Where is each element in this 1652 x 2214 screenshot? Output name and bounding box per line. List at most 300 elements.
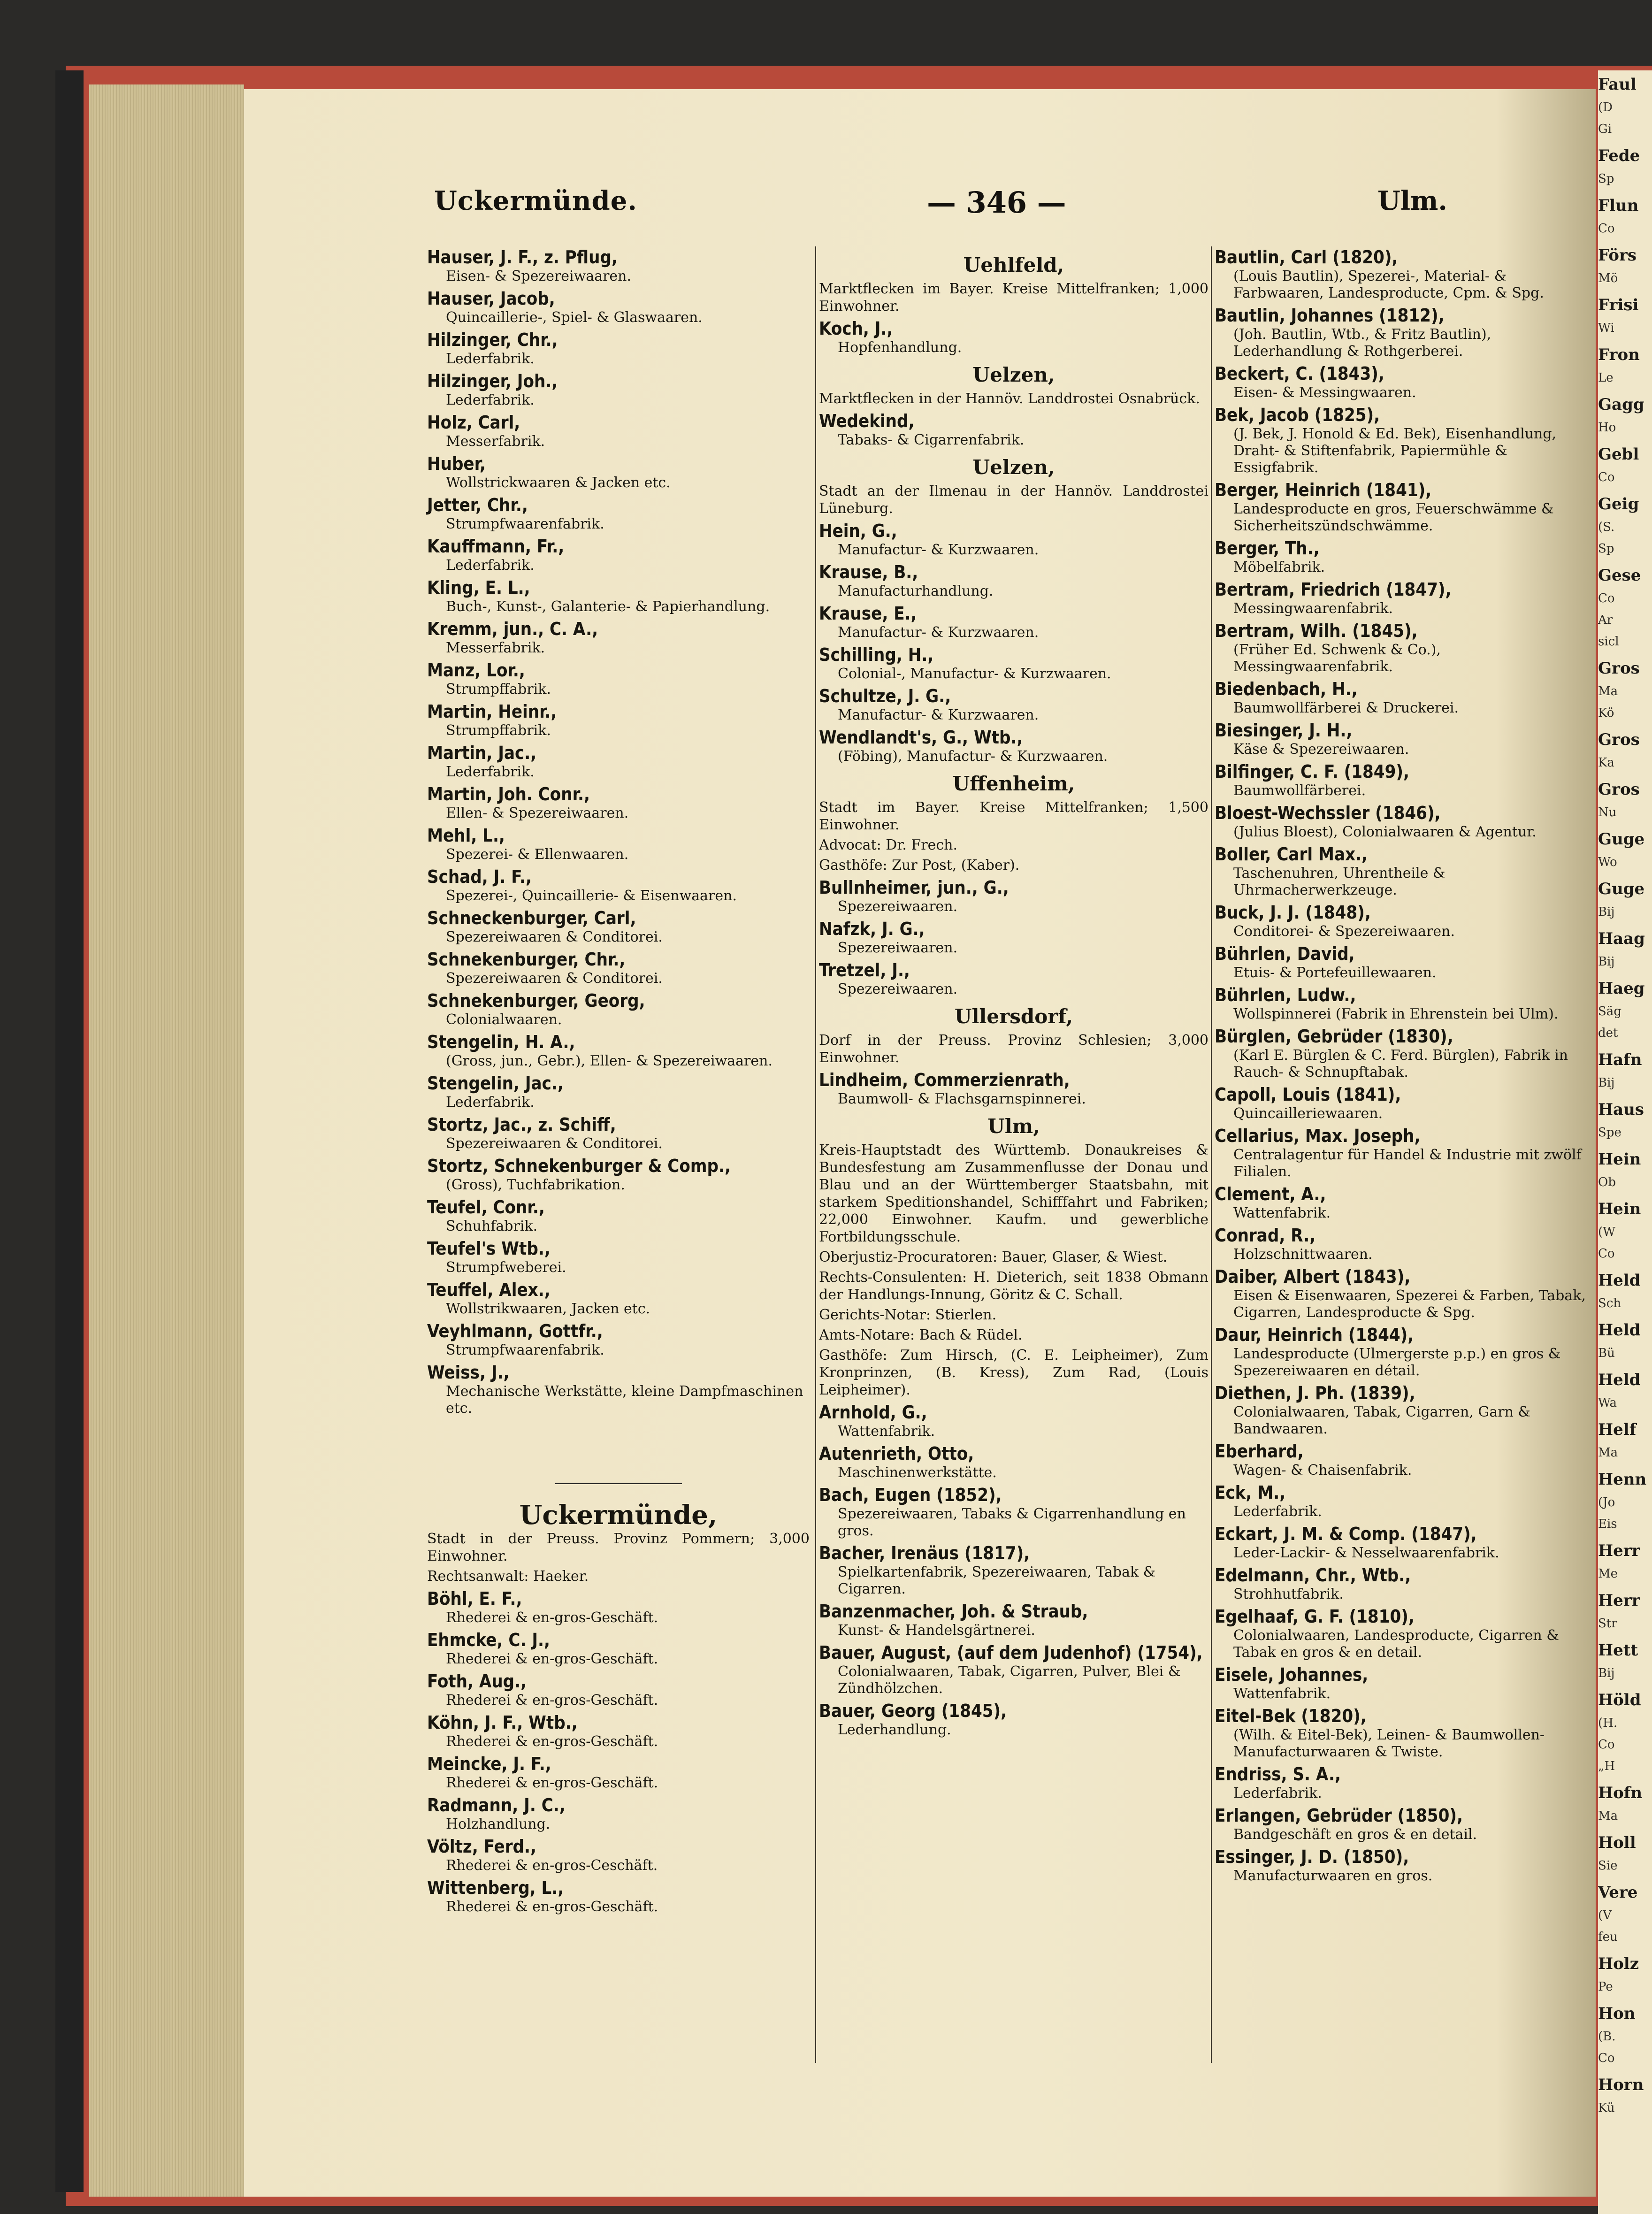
entry-name: Martin, Heinr., bbox=[427, 701, 557, 722]
directory-entry bbox=[819, 1443, 1208, 1481]
facing-page-fragment: (W bbox=[1598, 1225, 1615, 1239]
directory-list bbox=[427, 246, 810, 1417]
entry-name: Wedekind, bbox=[819, 411, 915, 431]
entry-name: Hilzinger, Joh., bbox=[427, 371, 558, 391]
directory-entry bbox=[1215, 1266, 1592, 1321]
entry-name: Buck, J. J. (1848), bbox=[1215, 902, 1371, 923]
running-header-left: Uckermünde. bbox=[434, 185, 637, 216]
section-intro: Stadt in der Preuss. Provinz Pommern; 3,000 Einwohner. bbox=[427, 1531, 810, 1564]
entry-description: Wollspinnerei (Fabrik in Ehrenstein bei Ulm). bbox=[1233, 1006, 1559, 1022]
directory-entry bbox=[1215, 363, 1592, 401]
directory-entry bbox=[427, 1670, 810, 1709]
entry-name: Schilling, H., bbox=[819, 644, 934, 665]
directory-entry bbox=[1215, 1125, 1592, 1180]
directory-entry bbox=[427, 1753, 810, 1792]
facing-page-fragment: Guge bbox=[1598, 830, 1645, 849]
directory-entry bbox=[427, 866, 810, 904]
entry-description: Rhederei & en-gros-Geschäft. bbox=[446, 1609, 658, 1626]
entry-description: Wollstrikwaaren, Jacken etc. bbox=[446, 1301, 650, 1317]
directory-entry bbox=[427, 329, 810, 368]
entry-description: Lederfabrik. bbox=[446, 392, 535, 408]
facing-page-fragment: Ar bbox=[1598, 613, 1613, 627]
entry-name: Jetter, Chr., bbox=[427, 495, 528, 515]
facing-page-text bbox=[1598, 70, 1652, 2117]
facing-page-fragment: Held bbox=[1598, 1271, 1641, 1290]
facing-page-fragment: Hein bbox=[1598, 1200, 1641, 1218]
directory-entry bbox=[427, 1114, 810, 1152]
entry-name: Bilfinger, C. F. (1849), bbox=[1215, 761, 1409, 782]
directory-list bbox=[427, 1588, 810, 1915]
facing-page-fragment: Helf bbox=[1598, 1420, 1637, 1439]
facing-page-fragment: Co bbox=[1598, 470, 1615, 484]
directory-entry bbox=[427, 990, 810, 1028]
facing-page-fragment: Hett bbox=[1598, 1641, 1638, 1660]
section-intro: Stadt im Bayer. Kreise Mittelfranken; 1,500 Einwohner. bbox=[819, 799, 1208, 833]
entry-description: Centralagentur für Handel & Industrie mit zwölf Filialen. bbox=[1233, 1147, 1582, 1180]
directory-entry bbox=[819, 1542, 1208, 1598]
section-heading: Uelzen, bbox=[972, 456, 1055, 479]
page-stack-edges bbox=[89, 84, 244, 2197]
facing-page-fragment: Str bbox=[1598, 1616, 1617, 1631]
section-note: Rechts-Consulenten: H. Dieterich, seit 1838 Obmann der Handlungs-Innung, Göritz & C. Schall. bbox=[819, 1269, 1208, 1303]
entry-description: Messingwaarenfabrik. bbox=[1233, 600, 1393, 617]
entry-name: Diethen, J. Ph. (1839), bbox=[1215, 1383, 1415, 1403]
entry-name: Hein, G., bbox=[819, 521, 897, 541]
entry-description: Spezerei-, Quincaillerie- & Eisenwaaren. bbox=[446, 888, 737, 904]
entry-description: (Wilh. & Eitel-Bek), Leinen- & Baumwollen-Manufacturwaaren & Twiste. bbox=[1233, 1727, 1545, 1760]
entry-name: Schneckenburger, Carl, bbox=[427, 908, 636, 928]
facing-page-fragment: Haag bbox=[1598, 929, 1645, 948]
entry-description: Ellen- & Spezereiwaaren. bbox=[446, 805, 629, 821]
facing-page-fragment: Förs bbox=[1598, 246, 1637, 265]
directory-entry bbox=[1215, 479, 1592, 535]
entry-name: Bürglen, Gebrüder (1830), bbox=[1215, 1026, 1453, 1047]
entry-name: Daiber, Albert (1843), bbox=[1215, 1266, 1411, 1287]
directory-entry bbox=[427, 701, 810, 739]
directory-entry bbox=[1215, 984, 1592, 1023]
directory-entry bbox=[427, 536, 810, 574]
facing-page-fragment: Ka bbox=[1598, 756, 1614, 770]
entry-description: Strumpfwaarenfabrik. bbox=[446, 1342, 604, 1358]
section-heading: Uckermünde, bbox=[519, 1500, 718, 1531]
facing-page-fragment: (H. bbox=[1598, 1716, 1618, 1730]
entry-description: Quincaillerie-, Spiel- & Glaswaaren. bbox=[446, 309, 703, 326]
facing-page-fragment: Gros bbox=[1598, 659, 1640, 678]
facing-page-fragment: det bbox=[1598, 1026, 1618, 1040]
entry-name: Egelhaaf, G. F. (1810), bbox=[1215, 1606, 1415, 1627]
facing-page-fragment: Co bbox=[1598, 222, 1615, 236]
facing-page-fragment: Bij bbox=[1598, 1076, 1615, 1090]
directory-entry bbox=[1215, 1705, 1592, 1761]
facing-page-fragment: Säg bbox=[1598, 1004, 1621, 1019]
facing-page-edge bbox=[1598, 70, 1652, 2214]
entry-name: Wendlandt's, G., Wtb., bbox=[819, 727, 1023, 748]
entry-name: Bautlin, Carl (1820), bbox=[1215, 247, 1398, 268]
entry-description: Colonialwaaren, Tabak, Cigarren, Garn & Bandwaaren. bbox=[1233, 1404, 1531, 1437]
entry-description: Lederhandlung. bbox=[838, 1722, 951, 1738]
entry-name: Bach, Eugen (1852), bbox=[819, 1485, 1002, 1505]
facing-page-fragment: sicl bbox=[1598, 635, 1619, 649]
entry-name: Foth, Aug., bbox=[427, 1671, 527, 1692]
directory-entry bbox=[819, 1402, 1208, 1440]
entry-name: Wittenberg, L., bbox=[427, 1877, 564, 1898]
section-heading: Ulm, bbox=[987, 1115, 1040, 1138]
directory-entry bbox=[427, 1320, 810, 1359]
entry-name: Völtz, Ferd., bbox=[427, 1836, 537, 1857]
entry-name: Stortz, Schnekenburger & Comp., bbox=[427, 1156, 731, 1176]
entry-name: Kremm, jun., C. A., bbox=[427, 619, 598, 639]
entry-name: Veyhlmann, Gottfr., bbox=[427, 1321, 603, 1341]
facing-page-fragment: Sp bbox=[1598, 542, 1614, 556]
facing-page-fragment: Bij bbox=[1598, 1666, 1615, 1680]
entry-description: Conditorei- & Spezereiwaaren. bbox=[1233, 923, 1455, 940]
entry-description: Rhederei & en-gros-Geschäft. bbox=[446, 1692, 658, 1708]
directory-entry bbox=[427, 288, 810, 326]
entry-description: Colonialwaaren. bbox=[446, 1011, 562, 1028]
entry-name: Lindheim, Commerzienrath, bbox=[819, 1070, 1070, 1090]
section-intro: Dorf in der Preuss. Provinz Schlesien; 3,000 Einwohner. bbox=[819, 1032, 1208, 1066]
section-intro: Kreis-Hauptstadt des Württemb. Donaukreises & Bundesfestung am Zusammenflusse der Donau und Blau und an der Württemberger Staatsbahn, mit starkem Speditionshandel, Schifffahrt und Fabriken; 22,000 Einwohner. Kaufm. und gewerbliche Fortbildungsschule. bbox=[819, 1142, 1208, 1245]
entry-description: Rhederei & en-gros-Ceschäft. bbox=[446, 1857, 658, 1874]
facing-page-fragment: (D bbox=[1598, 100, 1613, 115]
facing-page-fragment: Wa bbox=[1598, 1396, 1617, 1410]
entry-description: (Gross), Tuchfabrikation. bbox=[446, 1177, 625, 1193]
section-note: Amts-Notare: Bach & Rüdel. bbox=[819, 1327, 1023, 1343]
directory-entry bbox=[1215, 1846, 1592, 1885]
section-heading: Uffenheim, bbox=[952, 772, 1075, 795]
directory-entry bbox=[427, 453, 810, 491]
directory-entry bbox=[427, 246, 810, 285]
entry-name: Koch, J., bbox=[819, 318, 893, 339]
directory-entry bbox=[1215, 246, 1592, 302]
directory-entry bbox=[819, 918, 1208, 957]
directory-entry bbox=[819, 520, 1208, 559]
facing-page-fragment: Ob bbox=[1598, 1175, 1616, 1189]
entry-description: Spezereiwaaren. bbox=[838, 898, 958, 915]
entry-description: Lederfabrik. bbox=[446, 351, 535, 367]
section-heading: Uelzen, bbox=[972, 363, 1055, 386]
entry-name: Bauer, Georg (1845), bbox=[819, 1701, 1007, 1721]
entry-name: Weiss, J., bbox=[427, 1362, 510, 1383]
entry-description: Strumpffabrik. bbox=[446, 681, 551, 697]
facing-page-fragment: Gros bbox=[1598, 730, 1640, 749]
entry-description: Spielkartenfabrik, Spezereiwaaren, Tabak & Cigarren. bbox=[838, 1564, 1156, 1597]
entry-description: Bandgeschäft en gros & en detail. bbox=[1233, 1826, 1477, 1843]
directory-entry bbox=[427, 742, 810, 781]
directory-entry bbox=[1215, 1324, 1592, 1379]
entry-name: Biesinger, J. H., bbox=[1215, 720, 1353, 741]
facing-page-fragment: Co bbox=[1598, 591, 1615, 605]
directory-entry bbox=[1215, 305, 1592, 360]
directory-entry bbox=[427, 1279, 810, 1318]
entry-description: Lederfabrik. bbox=[446, 557, 535, 574]
directory-entry bbox=[1215, 1763, 1592, 1802]
entry-description: (Föbing), Manufactur- & Kurzwaaren. bbox=[838, 748, 1108, 765]
entry-description: Rhederei & en-gros-Geschäft. bbox=[446, 1775, 658, 1791]
facing-page-fragment: Frisi bbox=[1598, 296, 1639, 314]
entry-name: Manz, Lor., bbox=[427, 660, 525, 681]
entry-name: Schultze, J. G., bbox=[819, 686, 951, 706]
entry-description: Rhederei & en-gros-Geschäft. bbox=[446, 1899, 658, 1915]
entry-description: Eisen- & Messingwaaren. bbox=[1233, 384, 1416, 401]
directory-entry bbox=[427, 1073, 810, 1111]
facing-page-fragment: Hofn bbox=[1598, 1784, 1643, 1802]
directory-entry bbox=[1215, 537, 1592, 576]
entry-description: Landesproducte en gros, Feuerschwämme & Sicherheitszündschwämme. bbox=[1233, 501, 1554, 534]
entry-name: Banzenmacher, Joh. & Straub, bbox=[819, 1601, 1088, 1622]
entry-description: (Gross, jun., Gebr.), Ellen- & Spezereiwaaren. bbox=[446, 1053, 773, 1069]
directory-entry bbox=[1215, 579, 1592, 617]
facing-page-fragment: (B. bbox=[1598, 2030, 1616, 2044]
facing-page-fragment: Sp bbox=[1598, 172, 1614, 186]
section-intro: Marktflecken in der Hannöv. Landdrostei Osnabrück. bbox=[819, 391, 1200, 407]
directory-entry bbox=[427, 370, 810, 409]
entry-name: Nafzk, J. G., bbox=[819, 919, 925, 939]
entry-name: Bautlin, Johannes (1812), bbox=[1215, 305, 1445, 326]
entry-name: Hilzinger, Chr., bbox=[427, 329, 558, 350]
entry-name: Bauer, August, (auf dem Judenhof) (1754), bbox=[819, 1642, 1203, 1663]
directory-entry bbox=[427, 1362, 810, 1417]
entry-name: Kling, E. L., bbox=[427, 577, 530, 598]
entry-name: Tretzel, J., bbox=[819, 960, 910, 981]
section-note: Rechtsanwalt: Haeker. bbox=[427, 1568, 589, 1585]
facing-page-fragment: Hon bbox=[1598, 2004, 1636, 2023]
entry-description: Strohhutfabrik. bbox=[1233, 1586, 1344, 1602]
entry-description: Messerfabrik. bbox=[446, 433, 545, 450]
facing-page-fragment: Mö bbox=[1598, 271, 1618, 285]
directory-entry bbox=[819, 959, 1208, 998]
entry-name: Teuffel, Alex., bbox=[427, 1279, 551, 1300]
entry-name: Arnhold, G., bbox=[819, 1402, 927, 1423]
facing-page-fragment: Gese bbox=[1598, 566, 1641, 585]
section-note: Oberjustiz-Procuratoren: Bauer, Glaser, & Wiest. bbox=[819, 1249, 1168, 1265]
entry-name: Endriss, S. A., bbox=[1215, 1764, 1341, 1785]
facing-page-fragment: Wi bbox=[1598, 321, 1614, 335]
entry-name: Eberhard, bbox=[1215, 1441, 1304, 1462]
facing-page-fragment: Co bbox=[1598, 1247, 1615, 1261]
entry-name: Essinger, J. D. (1850), bbox=[1215, 1846, 1409, 1867]
entry-description: Maschinenwerkstätte. bbox=[838, 1464, 997, 1481]
facing-page-fragment: Haeg bbox=[1598, 979, 1645, 998]
facing-page-fragment: Le bbox=[1598, 371, 1614, 385]
entry-name: Eitel-Bek (1820), bbox=[1215, 1706, 1367, 1726]
entry-name: Bührlen, David, bbox=[1215, 943, 1355, 964]
directory-entry bbox=[1215, 843, 1592, 899]
entry-description: Taschenuhren, Uhrentheile & Uhrmacherwerkzeuge. bbox=[1233, 865, 1446, 898]
entry-description: (J. Bek, J. Honold & Ed. Bek), Eisenhandlung, Draht- & Stiftenfabrik, Papiermühle & Essigfabrik. bbox=[1233, 426, 1557, 476]
entry-description: Wagen- & Chaisenfabrik. bbox=[1233, 1462, 1412, 1479]
entry-name: Bacher, Irenäus (1817), bbox=[819, 1543, 1030, 1563]
facing-page-fragment: Sie bbox=[1598, 1859, 1618, 1873]
entry-description: Möbelfabrik. bbox=[1233, 559, 1325, 575]
entry-name: Cellarius, Max. Joseph, bbox=[1215, 1126, 1421, 1146]
facing-page-fragment: Pe bbox=[1598, 1980, 1613, 1994]
entry-description: (Joh. Bautlin, Wtb., & Fritz Bautlin), Lederhandlung & Rothgerberei. bbox=[1233, 326, 1491, 360]
directory-entry bbox=[1215, 902, 1592, 940]
directory-entry bbox=[819, 1642, 1208, 1697]
directory-entry bbox=[819, 603, 1208, 641]
section-separator bbox=[555, 1483, 682, 1484]
directory-entry bbox=[427, 1877, 810, 1915]
facing-page-fragment: Ho bbox=[1598, 421, 1616, 435]
entry-description: Manufactur- & Kurzwaaren. bbox=[838, 624, 1039, 641]
entry-description: Strumpfweberei. bbox=[446, 1259, 566, 1276]
facing-page-fragment: Me bbox=[1598, 1567, 1618, 1581]
facing-page-fragment: (S. bbox=[1598, 520, 1615, 534]
entry-name: Krause, E., bbox=[819, 603, 917, 624]
entry-name: Meincke, J. F., bbox=[427, 1754, 551, 1774]
directory-entry bbox=[1215, 943, 1592, 981]
entry-description: Leder-Lackir- & Nesselwaarenfabrik. bbox=[1233, 1545, 1499, 1561]
directory-entry bbox=[1215, 1523, 1592, 1562]
entry-description: Tabaks- & Cigarrenfabrik. bbox=[838, 432, 1025, 448]
directory-entry bbox=[427, 1629, 810, 1668]
facing-page-fragment: Haus bbox=[1598, 1100, 1644, 1119]
entry-name: Autenrieth, Otto, bbox=[819, 1443, 974, 1464]
facing-page-fragment: Spe bbox=[1598, 1126, 1621, 1140]
entry-name: Eckart, J. M. & Comp. (1847), bbox=[1215, 1524, 1477, 1544]
section-note: Gerichts-Notar: Stierlen. bbox=[819, 1307, 997, 1323]
entry-description: (Louis Bautlin), Spezerei-, Material- & Farbwaaren, Landesproducte, Cpm. & Spg. bbox=[1233, 268, 1544, 301]
directory-entry bbox=[427, 494, 810, 533]
facing-page-fragment: Herr bbox=[1598, 1591, 1640, 1610]
facing-page-fragment: Flun bbox=[1598, 196, 1639, 215]
entry-description: Lederfabrik. bbox=[1233, 1785, 1322, 1801]
entry-name: Teufel's Wtb., bbox=[427, 1238, 551, 1259]
facing-page-fragment: Faul bbox=[1598, 75, 1637, 94]
directory-entry bbox=[819, 877, 1208, 915]
directory-sections bbox=[819, 253, 1208, 1739]
facing-page-fragment: Holl bbox=[1598, 1833, 1636, 1852]
entry-name: Köhn, J. F., Wtb., bbox=[427, 1712, 578, 1733]
entry-name: Boller, Carl Max., bbox=[1215, 844, 1368, 865]
entry-description: Colonialwaaren, Tabak, Cigarren, Pulver, Blei & Zündhölzchen. bbox=[838, 1663, 1181, 1697]
facing-page-fragment: Henn bbox=[1598, 1470, 1647, 1489]
entry-description: Spezereiwaaren & Conditorei. bbox=[446, 970, 663, 987]
column-right bbox=[1215, 246, 1592, 1887]
entry-name: Berger, Heinrich (1841), bbox=[1215, 480, 1432, 500]
entry-name: Mehl, L., bbox=[427, 825, 505, 846]
entry-description: Buch-, Kunst-, Galanterie- & Papierhandlung. bbox=[446, 598, 770, 615]
entry-description: Lederfabrik. bbox=[446, 1094, 535, 1111]
directory-entry bbox=[427, 1588, 810, 1626]
entry-name: Böhl, E. F., bbox=[427, 1588, 522, 1609]
section-note: Gasthöfe: Zum Hirsch, (C. E. Leipheimer), Zum Kronprinzen, (B. Kress), Zum Rad, (Louis Leipheimer). bbox=[819, 1347, 1208, 1398]
entry-description: Messerfabrik. bbox=[446, 640, 545, 656]
entry-name: Clement, A., bbox=[1215, 1184, 1326, 1204]
directory-entry bbox=[427, 949, 810, 987]
entry-name: Ehmcke, C. J., bbox=[427, 1630, 551, 1650]
directory-entry bbox=[1215, 1026, 1592, 1081]
section-intro: Stadt an der Ilmenau in der Hannöv. Landdrostei Lüneburg. bbox=[819, 483, 1208, 517]
facing-page-fragment: Herr bbox=[1598, 1541, 1640, 1560]
directory-entry bbox=[819, 1601, 1208, 1639]
entry-description: (Früher Ed. Schwenk & Co.), Messingwaarenfabrik. bbox=[1233, 642, 1441, 675]
entry-description: Spezerei- & Ellenwaaren. bbox=[446, 846, 629, 863]
directory-entry bbox=[427, 1031, 810, 1070]
facing-page-fragment: Gros bbox=[1598, 780, 1640, 799]
directory-entry bbox=[1215, 404, 1592, 476]
entry-description: Spezereiwaaren, Tabaks & Cigarrenhandlung en gros. bbox=[838, 1506, 1186, 1539]
entry-description: Spezereiwaaren. bbox=[838, 981, 958, 997]
entry-name: Holz, Carl, bbox=[427, 412, 520, 433]
directory-entry bbox=[1215, 620, 1592, 675]
entry-description: Wattenfabrik. bbox=[1233, 1685, 1331, 1702]
entry-name: Bertram, Wilh. (1845), bbox=[1215, 621, 1418, 641]
entry-name: Schad, J. F., bbox=[427, 866, 532, 887]
entry-description: Lederfabrik. bbox=[446, 764, 535, 780]
entry-name: Hauser, J. F., z. Pflug, bbox=[427, 247, 618, 268]
facing-page-fragment: Kö bbox=[1598, 706, 1614, 720]
facing-page-fragment: Wo bbox=[1598, 855, 1617, 869]
column-left bbox=[427, 246, 810, 1918]
directory-entry bbox=[1215, 1183, 1592, 1222]
entry-name: Erlangen, Gebrüder (1850), bbox=[1215, 1805, 1463, 1826]
entry-description: Käse & Spezereiwaaren. bbox=[1233, 741, 1409, 758]
entry-description: Schuhfabrik. bbox=[446, 1218, 538, 1234]
entry-description: Landesproducte (Ulmergerste p.p.) en gros & Spezereiwaaren en détail. bbox=[1233, 1346, 1561, 1379]
directory-entry bbox=[427, 1836, 810, 1874]
entry-description: Eisen- & Spezereiwaaren. bbox=[446, 268, 632, 284]
entry-description: Rhederei & en-gros-Geschäft. bbox=[446, 1733, 658, 1750]
directory-entry bbox=[427, 1794, 810, 1833]
entry-description: Baumwoll- & Flachsgarnspinnerei. bbox=[838, 1091, 1086, 1107]
entry-name: Schnekenburger, Georg, bbox=[427, 990, 645, 1011]
facing-page-fragment: Horn bbox=[1598, 2076, 1644, 2094]
entry-name: Bullnheimer, jun., G., bbox=[819, 877, 1009, 898]
entry-description: (Karl E. Bürglen & C. Ferd. Bürglen), Fabrik in Rauch- & Schnupftabak. bbox=[1233, 1047, 1568, 1080]
directory-entry bbox=[1215, 1606, 1592, 1661]
page-number: — 346 — bbox=[927, 185, 1066, 220]
column-divider bbox=[815, 246, 816, 2063]
directory-entry bbox=[427, 618, 810, 657]
directory-entry bbox=[427, 577, 810, 615]
entry-description: Mechanische Werkstätte, kleine Dampfmaschinen etc. bbox=[446, 1383, 803, 1417]
facing-page-fragment: Sch bbox=[1598, 1296, 1621, 1310]
entry-description: Manufactur- & Kurzwaaren. bbox=[838, 542, 1039, 558]
directory-list bbox=[1215, 246, 1592, 1885]
directory-entry bbox=[819, 1484, 1208, 1540]
facing-page-fragment: Hein bbox=[1598, 1150, 1641, 1169]
facing-page-fragment: Geig bbox=[1598, 495, 1639, 513]
entry-name: Eisele, Johannes, bbox=[1215, 1664, 1369, 1685]
entry-name: Stortz, Jac., z. Schiff, bbox=[427, 1114, 616, 1135]
entry-description: Spezereiwaaren & Conditorei. bbox=[446, 929, 663, 945]
entry-name: Martin, Joh. Conr., bbox=[427, 784, 590, 804]
directory-entry bbox=[1215, 761, 1592, 799]
facing-page-fragment: Gi bbox=[1598, 122, 1612, 136]
directory-entry bbox=[1215, 1084, 1592, 1122]
section-heading: Uehlfeld, bbox=[963, 253, 1064, 276]
section-heading: Ullersdorf, bbox=[954, 1005, 1073, 1028]
entry-name: Stengelin, Jac., bbox=[427, 1073, 564, 1094]
section-note: Gasthöfe: Zur Post, (Kaber). bbox=[819, 857, 1020, 873]
entry-name: Bertram, Friedrich (1847), bbox=[1215, 579, 1452, 600]
directory-entry bbox=[1215, 1440, 1592, 1479]
entry-description: Holzschnittwaaren. bbox=[1233, 1246, 1373, 1263]
directory-entry bbox=[819, 1069, 1208, 1108]
facing-page-fragment: Ma bbox=[1598, 684, 1618, 698]
section-intro: Marktflecken im Bayer. Kreise Mittelfranken; 1,000 Einwohner. bbox=[819, 281, 1208, 314]
entry-description: Spezereiwaaren. bbox=[838, 940, 958, 956]
directory-entry bbox=[1215, 802, 1592, 841]
entry-description: Holzhandlung. bbox=[446, 1816, 551, 1832]
directory-entry bbox=[427, 1196, 810, 1235]
directory-entry bbox=[1215, 1382, 1592, 1438]
directory-entry bbox=[427, 1155, 810, 1194]
facing-page-fragment: Ma bbox=[1598, 1809, 1618, 1823]
entry-name: Huber, bbox=[427, 453, 486, 474]
